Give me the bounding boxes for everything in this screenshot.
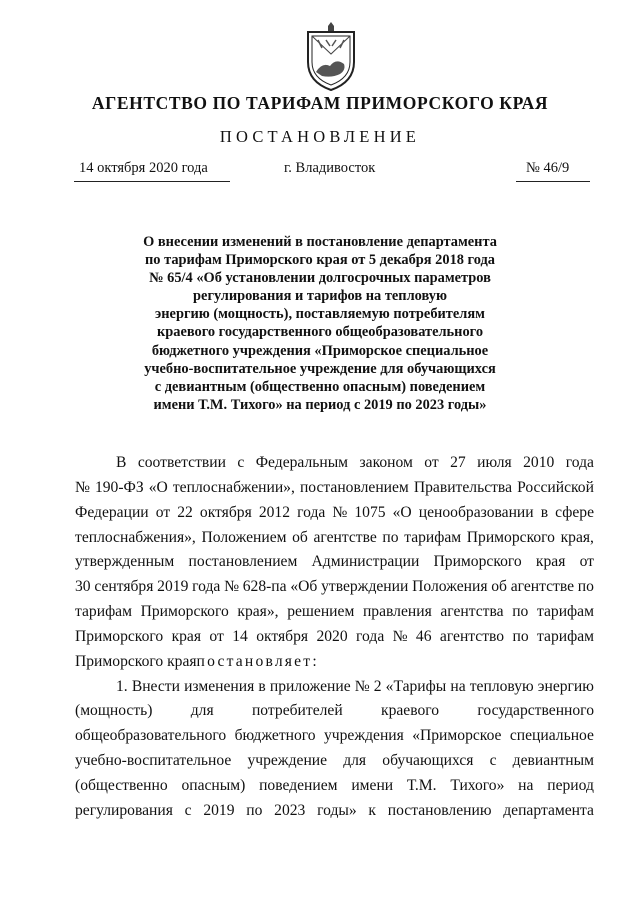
body-line — [75, 501, 594, 526]
word: учебно-воспитательное — [75, 752, 232, 770]
title-line: краевого государственного общеобразовательного — [156, 324, 484, 341]
word: опасным) — [181, 776, 246, 794]
title-line: регулирования и тарифов на тепловую — [193, 288, 447, 305]
body-line — [75, 625, 594, 650]
word: Администрации — [311, 553, 420, 571]
word: государственного — [477, 702, 594, 720]
word: агентстве — [510, 578, 575, 596]
word: тарифам — [536, 603, 594, 621]
body-line — [75, 749, 594, 774]
document-type: ПОСТАНОВЛЕНИЕ — [219, 127, 421, 146]
word: В — [116, 454, 127, 471]
word: года — [297, 503, 326, 521]
word: об — [292, 528, 308, 546]
word: от — [155, 503, 171, 521]
word: 2012 — [258, 503, 291, 521]
word: июля — [477, 454, 512, 471]
agency-name: АГЕНТСТВО ПО ТАРИФАМ ПРИМОРСКОГО КРАЯ — [91, 93, 549, 113]
spaced-verb: постановляет: — [196, 652, 319, 670]
word: соответствии — [137, 454, 226, 471]
word: тарифам — [537, 627, 594, 645]
word: по — [512, 603, 529, 621]
word: сфере — [555, 503, 594, 521]
title-line: с девиантным (общественно опасным) поведением — [154, 378, 486, 395]
word: года — [356, 627, 385, 645]
word: Российской — [517, 478, 594, 496]
body-line — [75, 675, 594, 700]
word: энергию — [537, 677, 594, 695]
word: по — [512, 627, 529, 645]
word: агентства — [440, 603, 504, 621]
word: Приморского края — [75, 652, 197, 670]
word: по — [246, 801, 263, 819]
title-line: энергию (мощность), поставляемую потребителям — [155, 306, 485, 323]
word: Приморского — [466, 528, 555, 546]
word: Тихого» — [450, 776, 505, 794]
document-body — [75, 451, 594, 824]
word: Правительства — [413, 478, 513, 496]
word: Федерации — [75, 503, 149, 521]
word: № — [354, 677, 370, 695]
word: Положением — [201, 528, 287, 546]
word: края — [535, 553, 566, 571]
word: на — [518, 776, 534, 794]
word: имени — [351, 776, 394, 794]
date-underline — [74, 181, 230, 182]
word: «О — [148, 478, 168, 496]
word: № — [75, 478, 90, 496]
body-line — [75, 526, 594, 551]
word: потребителей — [251, 702, 343, 720]
word: законом — [359, 454, 413, 471]
body-line — [75, 451, 594, 476]
word: тарифам — [75, 603, 132, 621]
word: 30 — [75, 578, 91, 596]
word: 22 — [177, 503, 193, 521]
word: октября — [256, 627, 309, 645]
word: 2019 — [157, 578, 189, 596]
document-date: 14 октября 2020 года — [79, 160, 208, 176]
word: Приморского — [75, 627, 164, 645]
word: края — [171, 627, 202, 645]
word: общеобразовательного — [75, 727, 227, 745]
word: от — [209, 627, 224, 645]
word: года — [192, 578, 221, 596]
title-line: бюджетного учреждения «Приморское специальное — [151, 342, 489, 359]
word: теплоснабжения», — [75, 528, 196, 546]
word: агентстве — [313, 528, 377, 546]
document-number: № 46/9 — [526, 160, 570, 176]
word: департамента — [503, 801, 594, 819]
word: по — [577, 578, 594, 596]
document-city: г. Владивосток — [284, 160, 376, 176]
word: «Тарифы — [385, 677, 447, 695]
word: правления — [362, 603, 432, 621]
body-line — [75, 724, 594, 749]
word: обучающихся — [382, 752, 474, 770]
word: «Приморское — [412, 727, 502, 745]
title-line: № 65/4 «Об установлении долгосрочных параметров — [149, 270, 491, 287]
word: края, — [560, 528, 594, 546]
word: с — [237, 454, 245, 471]
word: учреждения — [323, 727, 404, 745]
word: специальное — [509, 727, 594, 745]
word: учреждение — [247, 752, 328, 770]
word: поведением — [259, 776, 338, 794]
word: Положения — [412, 578, 488, 596]
word: изменения — [184, 677, 255, 695]
word: приложение — [269, 677, 351, 695]
title-line: О внесении изменений в постановление департамента — [143, 234, 497, 250]
body-line — [75, 650, 594, 675]
word: годы» — [317, 801, 357, 819]
word: края», — [237, 603, 279, 621]
title-line: учебно-воспитательное учреждение для обучающихся — [144, 360, 496, 377]
word: на — [450, 677, 466, 695]
word: об — [491, 578, 507, 596]
word: Внести — [131, 677, 180, 695]
word: 2 — [373, 677, 382, 695]
word: 1. — [116, 677, 128, 695]
word: 2023 — [274, 801, 306, 819]
word: Т.М. — [406, 776, 437, 794]
word: (общественно — [75, 776, 168, 794]
word: 46 — [415, 627, 432, 645]
word: тепловую — [469, 677, 534, 695]
word: ценообразовании — [418, 503, 534, 521]
word: Федеральным — [255, 454, 349, 471]
body-line — [75, 575, 594, 600]
word: девиантным — [512, 752, 594, 770]
word: № — [224, 578, 239, 596]
word: постановлению — [387, 801, 492, 819]
word: Приморского — [433, 553, 522, 571]
word: по — [382, 528, 399, 546]
word: 2019 — [203, 801, 235, 819]
word: № — [332, 503, 348, 521]
title-line: имени Т.М. Тихого» на период с 2019 по 2023 годы» — [153, 396, 487, 413]
word: к — [368, 801, 376, 819]
word: регулирования — [75, 801, 173, 819]
word: октября — [199, 503, 252, 521]
word: 2020 — [316, 627, 348, 645]
word: постановлением — [299, 478, 409, 496]
word: агентство — [439, 627, 505, 645]
word: тарифам — [404, 528, 462, 546]
word: теплоснабжении», — [172, 478, 295, 496]
word: в — [258, 677, 266, 695]
word: постановлением — [188, 553, 298, 571]
word: 1075 — [354, 503, 386, 521]
body-line — [75, 799, 594, 824]
word: года — [565, 454, 594, 471]
title-line: по тарифам Приморского края от 5 декабря 2018 года — [145, 252, 495, 269]
word: с — [489, 752, 497, 770]
word: 27 — [450, 454, 466, 471]
word: период — [547, 776, 594, 794]
word: от — [579, 553, 594, 571]
body-line — [75, 699, 594, 724]
word: утвержденным — [75, 553, 175, 571]
word: 2010 — [523, 454, 555, 471]
word: утверждении — [321, 578, 409, 596]
word: для — [190, 702, 214, 720]
body-line — [75, 774, 594, 799]
word: (мощность) — [75, 702, 153, 720]
body-line — [75, 600, 594, 625]
word: 628-па — [242, 578, 287, 596]
body-line — [75, 550, 594, 575]
word: в — [540, 503, 549, 521]
word: 14 — [232, 627, 248, 645]
word: 190-ФЗ — [94, 478, 144, 496]
document-title — [100, 233, 540, 414]
coat-of-arms-emblem — [300, 22, 362, 92]
word: № — [392, 627, 408, 645]
word: «О — [392, 503, 412, 521]
word: решением — [287, 603, 355, 621]
body-line — [75, 476, 594, 501]
word: краевого — [381, 702, 440, 720]
word: с — [184, 801, 192, 819]
word: «Об — [290, 578, 318, 596]
word: от — [424, 454, 439, 471]
word: для — [343, 752, 367, 770]
word: бюджетного — [234, 727, 316, 745]
word: сентября — [94, 578, 154, 596]
number-underline — [516, 181, 590, 182]
word: Приморского — [140, 603, 229, 621]
